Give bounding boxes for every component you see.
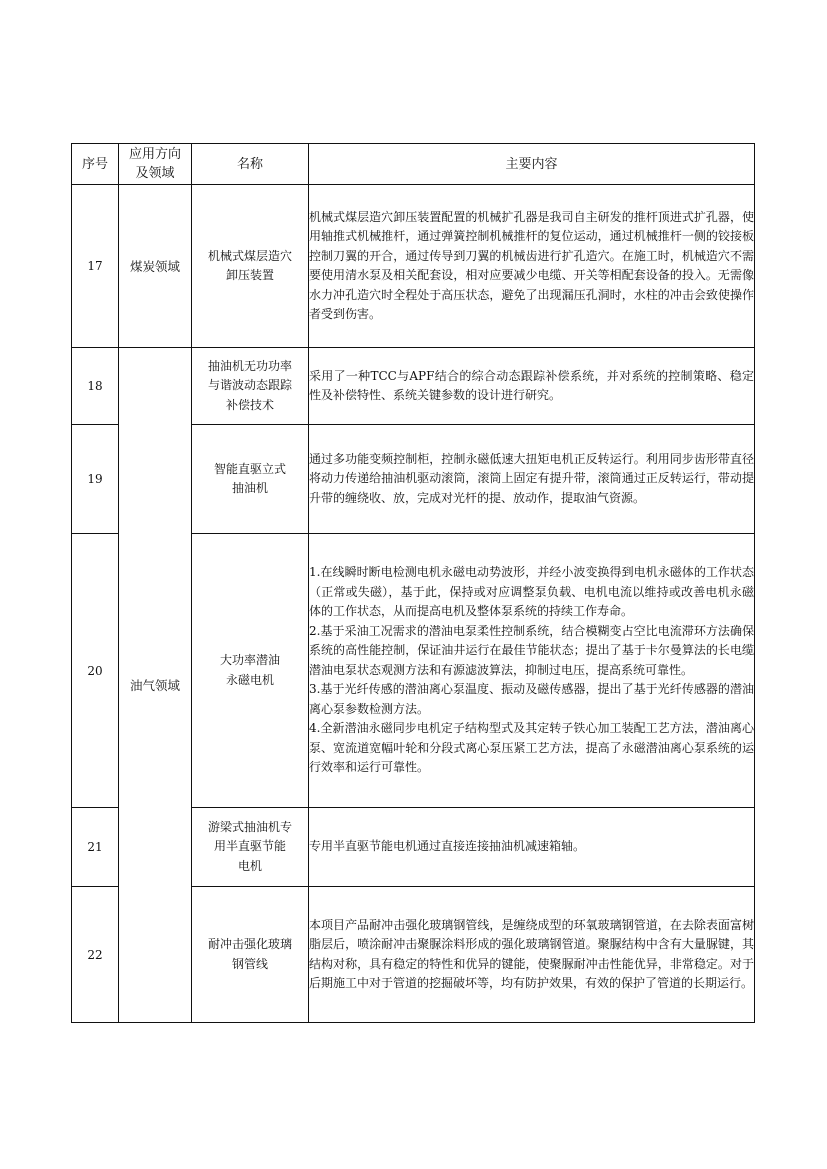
header-domain (119, 144, 192, 185)
item-name-line: 智能直驱立式 (213, 461, 286, 476)
item-name-line: 游梁式抽油机专 (207, 819, 292, 834)
document-table (71, 143, 755, 1023)
item-name (192, 887, 309, 1023)
row-number: 20 (72, 534, 119, 808)
item-name-line: 抽油机无功功率 (207, 358, 292, 373)
content-paragraph: 专用半直驱节能电机通过直接连接抽油机减速箱轴。 (309, 839, 586, 854)
table-header-row (72, 144, 755, 185)
item-name-line: 电机 (237, 858, 262, 873)
row-number: 22 (72, 887, 119, 1023)
item-name (192, 348, 309, 425)
item-content (309, 887, 755, 1023)
content-paragraph: 通过多功能变频控制柜，控制永磁低速大扭矩电机正反转运行。利用同步齿形带直径将动力传递给抽油机驱动滚筒，滚筒上固定有提升带，滚筒通过正反转运行，带动提升带的缠绕收、放，完成对光杆的提、放动作，提取油气资源。 (309, 451, 754, 505)
item-content (309, 534, 755, 808)
content-paragraph: 2.基于采油工况需求的潜油电泵柔性控制系统，结合模糊变占空比电流滞环方法确保系统的高性能控制，保证油井运行在最佳节能状态；提出了基于卡尔曼算法的长电缆潜油电泵状态观测方法和有源滤波算法，抑制过电压，提高系统可靠性。 (309, 623, 754, 677)
item-name (192, 425, 309, 534)
row-number: 18 (72, 348, 119, 425)
item-name-line: 机械式煤层造穴 (207, 248, 292, 263)
content-paragraph: 3.基于光纤传感的潜油离心泵温度、振动及磁传感器，提出了基于光纤传感器的潜油离心泵参数检测方法。 (309, 682, 754, 716)
domain-cell-coal: 煤炭领域 (119, 185, 192, 348)
item-name-line: 卸压装置 (225, 268, 274, 282)
content-paragraph: 4.全新潜油永磁同步电机定子结构型式及其定转子铁心加工装配工艺方法，潜油离心泵、宽流道宽幅叶轮和分段式离心泵压紧工艺方法，提高了永磁潜油离心泵系统的运行效率和运行可靠性。 (309, 721, 754, 775)
header-num: 序号 (72, 144, 119, 185)
item-name-line: 永磁电机 (225, 672, 274, 687)
content-paragraph: 本项目产品耐冲击强化玻璃钢管线，是缠绕成型的环氧玻璃钢管道，在去除表面富树脂层后，喷涂耐冲击聚脲涂料形成的强化玻璃钢管道。聚脲结构中含有大量脲键，其结构对称，具有稳定的特性和优异的键能，使聚脲耐冲击性能优异，非常稳定。对于后期施工中对于管道的挖掘破坏等，均有防护效果，有效的保护了管道的长期运行。 (309, 917, 754, 990)
header-name: 名称 (192, 144, 309, 185)
table-row (72, 185, 755, 348)
item-name-line: 大功率潜油 (219, 653, 280, 667)
header-domain-line1: 应用方向 (128, 147, 181, 162)
item-name (192, 185, 309, 348)
row-number: 19 (72, 425, 119, 534)
row-number: 21 (72, 808, 119, 887)
content-paragraph: 1.在线瞬时断电检测电机永磁电动势波形，并经小波变换得到电机永磁体的工作状态（正常或失磁），基于此，保持或对应调整泵负载、电机电流以维持或改善电机永磁体的工作状态，从而提高电机及整体泵系统的持续工作寿命。 (309, 565, 754, 619)
row-number: 17 (72, 185, 119, 348)
item-name-line: 抽油机 (231, 481, 268, 495)
table-row (72, 348, 755, 425)
item-content (309, 348, 755, 425)
item-name-line: 用半直驱节能 (213, 839, 286, 854)
item-content (309, 185, 755, 348)
domain-cell-oilgas: 油气领域 (119, 348, 192, 1023)
item-name-line: 耐冲击强化玻璃 (207, 937, 292, 951)
item-content (309, 425, 755, 534)
item-name-line: 钢管线 (231, 956, 268, 971)
content-paragraph: 机械式煤层造穴卸压装置配置的机械扩孔器是我司自主研发的推杆顶进式扩孔器，使用轴推式机械推杆，通过弹簧控制机械推杆的复位运动，通过机械推杆一侧的铰接板控制刀翼的开合，通过传导到刀翼的机械齿进行扩孔造穴。在施工时，机械造穴不需要使用清水泵及相关配套设，相对应要减少电缆、开关等相配套设备的投入。无需像水力冲孔造穴时全程处于高压状态，避免了出现漏压孔洞时，水柱的冲击会致使操作者受到伤害。 (309, 209, 754, 321)
item-name (192, 534, 309, 808)
header-domain-line2: 及领域 (135, 166, 175, 181)
item-name (192, 808, 309, 887)
item-content (309, 808, 755, 887)
item-name-line: 补偿技术 (225, 397, 274, 412)
content-paragraph: 采用了一种TCC与APF结合的综合动态跟踪补偿系统，并对系统的控制策略、稳定性及补偿特性、系统关键参数的设计进行研究。 (309, 368, 754, 402)
item-name-line: 与谐波动态跟踪 (207, 378, 292, 393)
header-content: 主要内容 (309, 144, 755, 185)
